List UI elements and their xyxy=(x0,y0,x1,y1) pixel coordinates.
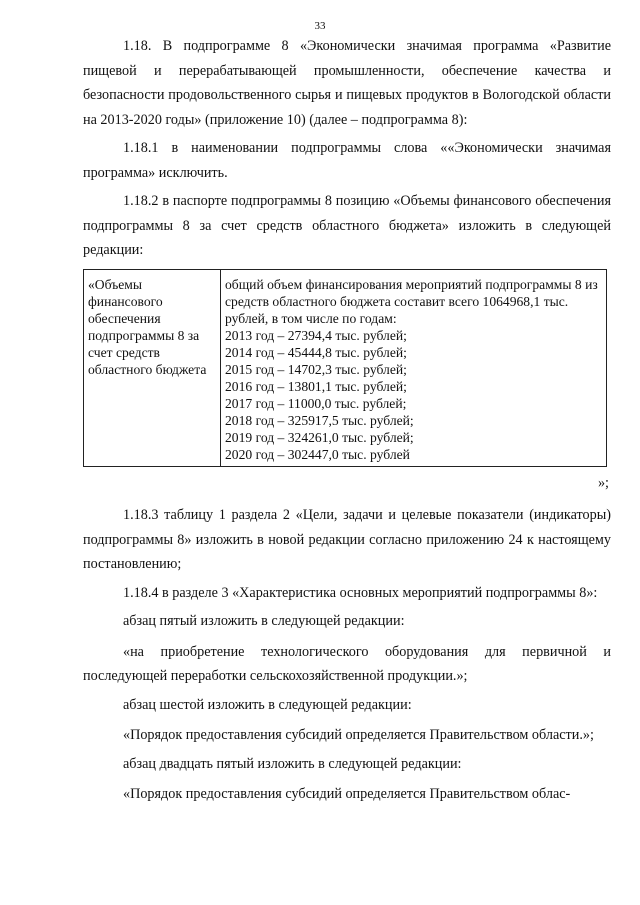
funding-total: общий объем финансирования мероприятий подпрограммы 8 из средств областного бюджета составит всего 1064968,1 тыс. рублей, в том числе по годам: xyxy=(225,276,598,326)
passport-table xyxy=(83,269,607,467)
list-item: 2019 год – 324261,0 тыс. рублей; xyxy=(225,429,414,445)
list-item: 2015 год – 14702,3 тыс. рублей; xyxy=(225,361,407,377)
paragraph-1-18-3: 1.18.3 таблицу 1 раздела 2 «Цели, задачи и целевые показатели (индикаторы) подпрограммы 8» изложить в новой редакции согласно приложению 24 к настоящему постановлению; xyxy=(83,507,611,572)
list-item: 2017 год – 11000,0 тыс. рублей; xyxy=(225,395,407,411)
paragraph-abzac-25-text: «Порядок предоставления субсидий определяется Правительством облас- xyxy=(123,786,571,802)
paragraph-abzac-6-text: «Порядок предоставления субсидий определяется Правительством области.»; xyxy=(123,727,594,743)
list-item: 2013 год – 27394,4 тыс. рублей; xyxy=(225,327,407,343)
table-row xyxy=(84,269,607,466)
paragraph-abzac-6: абзац шестой изложить в следующей редакции: xyxy=(123,696,412,713)
paragraph-abzac-25: абзац двадцать пятый изложить в следующей редакции: xyxy=(123,755,462,772)
paragraph-1-18: 1.18. В подпрограмме 8 «Экономически значимая программа «Развитие пищевой и перерабатывающей промышленности, обеспечение качества и безопасности продовольственного сырья и пищевых продуктов в Вологодской области на 2013-2020 годы» (приложение 10) (далее – подпрограмма 8): xyxy=(83,38,611,128)
list-item: 2014 год – 45444,8 тыс. рублей; xyxy=(225,344,407,360)
passport-position-value xyxy=(221,269,607,466)
paragraph-1-18-4: 1.18.4 в разделе 3 «Характеристика основных мероприятий подпрограммы 8»: xyxy=(123,584,598,601)
list-item: 2018 год – 325917,5 тыс. рублей; xyxy=(225,412,414,428)
passport-position-name: «Объемы финансового обеспечения подпрограммы 8 за счет средств областного бюджета xyxy=(84,269,221,466)
paragraph-1-18-2: 1.18.2 в паспорте подпрограммы 8 позицию «Объемы финансового обеспечения подпрограммы 8 за счет средств областного бюджета» изложить в следующей редакции: xyxy=(83,193,611,258)
closing-quote: »; xyxy=(597,474,609,491)
list-item: 2016 год – 13801,1 тыс. рублей; xyxy=(225,378,407,394)
paragraph-1-18-1: 1.18.1 в наименовании подпрограммы слова ««Экономически значимая программа» исключить. xyxy=(83,140,611,181)
document-body xyxy=(83,34,611,811)
paragraph-abzac-5-text: «на приобретение технологического оборудования для первичной и последующей переработки сельскохозяйственной продукции.»; xyxy=(83,643,611,684)
paragraph-abzac-5: абзац пятый изложить в следующей редакции: xyxy=(123,613,405,629)
page-number: 33 xyxy=(314,20,326,32)
funding-by-year xyxy=(225,327,602,463)
list-item: 2020 год – 302447,0 тыс. рублей xyxy=(225,446,410,462)
